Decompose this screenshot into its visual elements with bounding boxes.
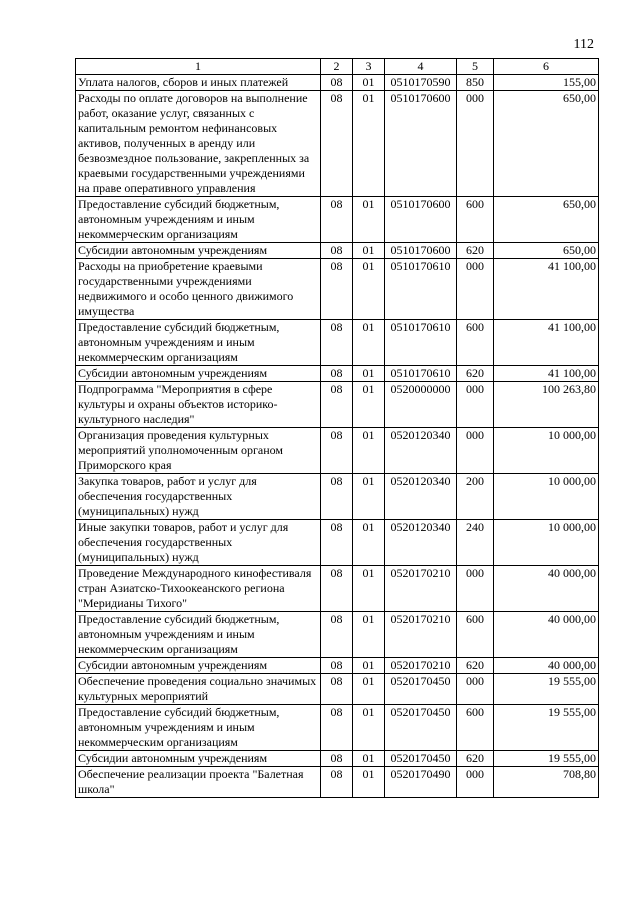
table-row xyxy=(76,259,599,320)
row-amount: 650,00 xyxy=(494,197,599,243)
table-row xyxy=(76,197,599,243)
row-col-5: 240 xyxy=(457,520,494,566)
row-col-5: 600 xyxy=(457,197,494,243)
row-col-5: 000 xyxy=(457,382,494,428)
row-name: Субсидии автономным учреждениям xyxy=(76,751,321,767)
row-name: Предоставление субсидий бюджетным, автономным учреждениям и иным некоммерческим организациям xyxy=(76,612,321,658)
row-col-2: 08 xyxy=(321,197,353,243)
row-col-3: 01 xyxy=(353,320,385,366)
row-name: Уплата налогов, сборов и иных платежей xyxy=(76,75,321,91)
row-name: Субсидии автономным учреждениям xyxy=(76,658,321,674)
row-name: Предоставление субсидий бюджетным, автономным учреждениям и иным некоммерческим организациям xyxy=(76,320,321,366)
row-col-4: 0520170210 xyxy=(385,612,457,658)
row-col-3: 01 xyxy=(353,197,385,243)
row-col-3: 01 xyxy=(353,566,385,612)
row-col-3: 01 xyxy=(353,382,385,428)
row-col-3: 01 xyxy=(353,751,385,767)
row-col-4: 0520170450 xyxy=(385,751,457,767)
row-col-4: 0520000000 xyxy=(385,382,457,428)
row-col-2: 08 xyxy=(321,705,353,751)
table-row xyxy=(76,751,599,767)
row-col-3: 01 xyxy=(353,366,385,382)
table-row xyxy=(76,705,599,751)
row-col-3: 01 xyxy=(353,674,385,705)
row-col-4: 0520120340 xyxy=(385,428,457,474)
table-row xyxy=(76,520,599,566)
row-col-4: 0510170590 xyxy=(385,75,457,91)
column-header-3: 3 xyxy=(353,59,385,75)
row-col-4: 0520170210 xyxy=(385,566,457,612)
row-col-3: 01 xyxy=(353,705,385,751)
row-name: Расходы на приобретение краевыми государственными учреждениями недвижимого и особо ценного движимого имущества xyxy=(76,259,321,320)
table-row xyxy=(76,243,599,259)
row-col-5: 000 xyxy=(457,566,494,612)
row-col-2: 08 xyxy=(321,382,353,428)
row-name: Обеспечение реализации проекта "Балетная школа" xyxy=(76,767,321,798)
column-header-5: 5 xyxy=(457,59,494,75)
row-amount: 10 000,00 xyxy=(494,520,599,566)
row-col-3: 01 xyxy=(353,428,385,474)
row-amount: 10 000,00 xyxy=(494,428,599,474)
page-number: 112 xyxy=(573,37,594,52)
row-col-4: 0510170600 xyxy=(385,243,457,259)
row-amount: 650,00 xyxy=(494,91,599,197)
row-name: Предоставление субсидий бюджетным, автономным учреждениям и иным некоммерческим организациям xyxy=(76,705,321,751)
row-col-3: 01 xyxy=(353,658,385,674)
row-name: Закупка товаров, работ и услуг для обеспечения государственных (муниципальных) нужд xyxy=(76,474,321,520)
row-col-2: 08 xyxy=(321,320,353,366)
row-col-5: 200 xyxy=(457,474,494,520)
budget-table xyxy=(75,58,599,798)
row-name: Подпрограмма "Мероприятия в сфере культуры и охраны объектов историко-культурного наследия" xyxy=(76,382,321,428)
row-col-4: 0510170610 xyxy=(385,366,457,382)
row-col-5: 620 xyxy=(457,243,494,259)
column-header-1: 1 xyxy=(76,59,321,75)
row-col-2: 08 xyxy=(321,366,353,382)
row-name: Расходы по оплате договоров на выполнение работ, оказание услуг, связанных с капитальным ремонтом нефинансовых активов, полученных в аренду или безвозмездное пользование, закрепленных за краевыми государственными учреждениями на праве оперативного управления xyxy=(76,91,321,197)
row-col-2: 08 xyxy=(321,91,353,197)
row-name: Организация проведения культурных мероприятий уполномоченным органом Приморского края xyxy=(76,428,321,474)
row-col-5: 600 xyxy=(457,705,494,751)
table-row xyxy=(76,91,599,197)
row-col-2: 08 xyxy=(321,520,353,566)
row-col-2: 08 xyxy=(321,259,353,320)
row-col-2: 08 xyxy=(321,566,353,612)
row-name: Субсидии автономным учреждениям xyxy=(76,243,321,259)
row-col-3: 01 xyxy=(353,767,385,798)
row-col-5: 000 xyxy=(457,674,494,705)
row-col-5: 000 xyxy=(457,767,494,798)
row-col-4: 0520170210 xyxy=(385,658,457,674)
row-col-3: 01 xyxy=(353,243,385,259)
row-col-5: 000 xyxy=(457,91,494,197)
row-col-2: 08 xyxy=(321,658,353,674)
row-amount: 41 100,00 xyxy=(494,259,599,320)
row-col-4: 0520120340 xyxy=(385,520,457,566)
row-name: Иные закупки товаров, работ и услуг для обеспечения государственных (муниципальных) нужд xyxy=(76,520,321,566)
table-row xyxy=(76,320,599,366)
row-amount: 41 100,00 xyxy=(494,366,599,382)
row-col-2: 08 xyxy=(321,428,353,474)
row-amount: 708,80 xyxy=(494,767,599,798)
row-col-3: 01 xyxy=(353,91,385,197)
row-col-2: 08 xyxy=(321,674,353,705)
row-col-4: 0510170610 xyxy=(385,259,457,320)
row-col-2: 08 xyxy=(321,767,353,798)
row-col-3: 01 xyxy=(353,474,385,520)
row-col-4: 0520170450 xyxy=(385,705,457,751)
table-row xyxy=(76,382,599,428)
row-amount: 40 000,00 xyxy=(494,658,599,674)
column-header-2: 2 xyxy=(321,59,353,75)
row-amount: 41 100,00 xyxy=(494,320,599,366)
row-col-2: 08 xyxy=(321,243,353,259)
row-amount: 40 000,00 xyxy=(494,612,599,658)
row-col-5: 620 xyxy=(457,751,494,767)
row-amount: 19 555,00 xyxy=(494,705,599,751)
row-col-4: 0520120340 xyxy=(385,474,457,520)
row-col-3: 01 xyxy=(353,75,385,91)
row-amount: 19 555,00 xyxy=(494,751,599,767)
table-row xyxy=(76,474,599,520)
row-col-5: 620 xyxy=(457,366,494,382)
row-amount: 100 263,80 xyxy=(494,382,599,428)
row-col-4: 0520170450 xyxy=(385,674,457,705)
table-row xyxy=(76,428,599,474)
row-amount: 19 555,00 xyxy=(494,674,599,705)
row-col-4: 0520170490 xyxy=(385,767,457,798)
column-header-6: 6 xyxy=(494,59,599,75)
table-header-row xyxy=(76,59,599,75)
row-amount: 650,00 xyxy=(494,243,599,259)
row-amount: 40 000,00 xyxy=(494,566,599,612)
row-col-5: 000 xyxy=(457,259,494,320)
column-header-4: 4 xyxy=(385,59,457,75)
row-amount: 10 000,00 xyxy=(494,474,599,520)
row-name: Предоставление субсидий бюджетным, автономным учреждениям и иным некоммерческим организациям xyxy=(76,197,321,243)
row-col-4: 0510170610 xyxy=(385,320,457,366)
table-row xyxy=(76,674,599,705)
row-col-2: 08 xyxy=(321,612,353,658)
table-row xyxy=(76,658,599,674)
row-col-5: 600 xyxy=(457,612,494,658)
row-amount: 155,00 xyxy=(494,75,599,91)
row-col-5: 850 xyxy=(457,75,494,91)
row-name: Субсидии автономным учреждениям xyxy=(76,366,321,382)
row-name: Обеспечение проведения социально значимых культурных мероприятий xyxy=(76,674,321,705)
row-col-5: 620 xyxy=(457,658,494,674)
row-col-3: 01 xyxy=(353,520,385,566)
row-col-3: 01 xyxy=(353,612,385,658)
row-col-2: 08 xyxy=(321,75,353,91)
row-col-2: 08 xyxy=(321,474,353,520)
table-row xyxy=(76,767,599,798)
row-col-4: 0510170600 xyxy=(385,197,457,243)
row-col-5: 600 xyxy=(457,320,494,366)
row-col-3: 01 xyxy=(353,259,385,320)
row-col-4: 0510170600 xyxy=(385,91,457,197)
row-col-2: 08 xyxy=(321,751,353,767)
table-row xyxy=(76,366,599,382)
row-name: Проведение Международного кинофестиваля стран Азиатско-Тихоокеанского региона "Меридианы Тихого" xyxy=(76,566,321,612)
table-row xyxy=(76,612,599,658)
table-row xyxy=(76,75,599,91)
table-row xyxy=(76,566,599,612)
row-col-5: 000 xyxy=(457,428,494,474)
